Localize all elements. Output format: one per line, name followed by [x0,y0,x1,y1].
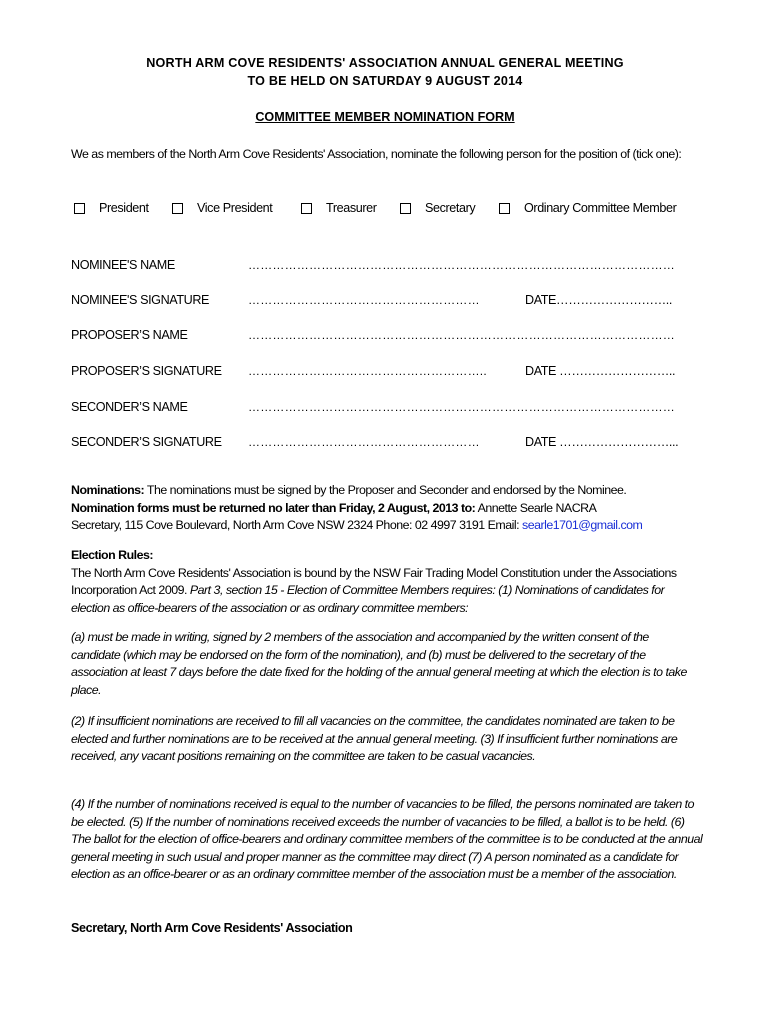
position-option-president[interactable] [74,201,149,215]
position-option-treasurer[interactable] [301,201,377,215]
intro-text: We as members of the North Arm Cove Residents' Association, nominate the following person for the position of (tick one): [71,147,682,161]
position-label: Treasurer [326,201,377,215]
election-rules-intro-plain: The North Arm Cove Residents' Association is bound by the NSW Fair Trading Model Constitution under the Associations Incorporation Act 2009. [71,565,677,598]
proposer-name-field[interactable]: …………………………………………………………………………………………… [248,328,675,342]
seconder-name-field[interactable]: …………………………………………………………………………………………… [248,400,675,414]
position-option-vice-president[interactable] [172,201,272,215]
position-label: Vice President [197,201,273,215]
form-title: COMMITTEE MEMBER NOMINATION FORM [255,110,515,124]
seconder-signature-field[interactable]: ………………………………………………… [248,435,480,449]
proposer-signature-label: PROPOSER’S SIGNATURE [71,364,222,378]
seconder-name-label: SECONDER’S NAME [71,400,188,414]
position-label: President [99,201,149,215]
position-label: Ordinary Committee Member [524,201,677,215]
seconder-signature-label: SECONDER’S SIGNATURE [71,435,222,449]
nominee-name-label: NOMINEE'S NAME [71,258,175,272]
election-rule-para-4: (4) If the number of nominations received is equal to the number of vacancies to be filled, the persons nominated are taken to be elected. (5) If the number of nominations received exceeds the number of vacancies to be filled, a ballot is to be held. (6) The ballot for the election of office-bearers and ordinary committee members of the committee is to be conducted at the annual general meeting in such usual and proper manner as the committee may direct (7) A person nominated as a candidate for election as an office-bearer or as an ordinary committee member of the association must be a member of the association. [71,797,703,882]
contact-address: Secretary, 115 Cove Boulevard, North Arm Cove NSW 2324 Phone: 02 4997 3191 Email: [71,518,522,533]
meeting-title-line2: TO BE HELD ON SATURDAY 9 AUGUST 2014 [247,74,523,88]
position-option-secretary[interactable] [400,201,475,215]
election-rules-intro-italic: Part 3, section 15 - Election of Committee Members requires: (1) Nominations of candidates for election as office-bearers of the association or as ordinary committee members: [71,583,665,615]
proposer-name-label: PROPOSER’S NAME [71,328,188,342]
position-option-ordinary-member[interactable] [499,201,676,215]
election-rule-para-2: (2) If insufficient nominations are received to fill all vacancies on the committee, the candidates nominated are taken to be elected and further nominations are to be received at the annual general meeting. (3) If insufficient further nominations are received, any vacant positions remaining on the committee are taken to be casual vacancies. [71,714,678,764]
checkbox-secretary[interactable] [400,203,411,214]
election-rule-para-a: (a) must be made in writing, signed by 2 members of the association and accompanied by the written consent of the candidate (which may be endorsed on the form of the nomination), and (b) must be delivered to the secretary of the association at least 7 days before the date fixed for the holding of the annual general meeting at which the election is to take place. [71,630,687,697]
proposer-signature-field[interactable]: ………………………………………………….. [248,364,487,378]
checkbox-treasurer[interactable] [301,203,312,214]
seconder-date-field[interactable]: DATE ………………………... [525,435,679,449]
meeting-title-line1: NORTH ARM COVE RESIDENTS' ASSOCIATION ANNUAL GENERAL MEETING [146,56,624,70]
checkbox-president[interactable] [74,203,85,214]
nominations-label: Nominations: [71,483,145,497]
contact-name: Annette Searle NACRA [475,500,597,515]
nominee-signature-field[interactable]: ………………………………………………… [248,293,480,307]
position-checkboxes [71,201,711,221]
proposer-date-field[interactable]: DATE ……………………….. [525,364,676,378]
nominations-section [71,482,711,535]
checkbox-ordinary-member[interactable] [499,203,510,214]
checkbox-vice-president[interactable] [172,203,183,214]
nominee-name-field[interactable]: …………………………………………………………………………………………… [248,258,675,272]
election-rules-heading: Election Rules: [71,548,154,562]
nominee-date-field[interactable]: DATE……………………….. [525,293,672,307]
contact-email-link[interactable]: searle1701@gmail.com [522,518,643,533]
position-label: Secretary [425,201,476,215]
nominations-deadline: Nomination forms must be returned no later than Friday, 2 August, 2013 to: [71,500,476,515]
nominations-text: The nominations must be signed by the Proposer and Seconder and endorsed by the Nominee. [144,483,627,497]
election-rules-intro [71,547,703,617]
nominee-signature-label: NOMINEE'S SIGNATURE [71,293,210,307]
secretary-signoff: Secretary, North Arm Cove Residents' Association [71,921,353,935]
